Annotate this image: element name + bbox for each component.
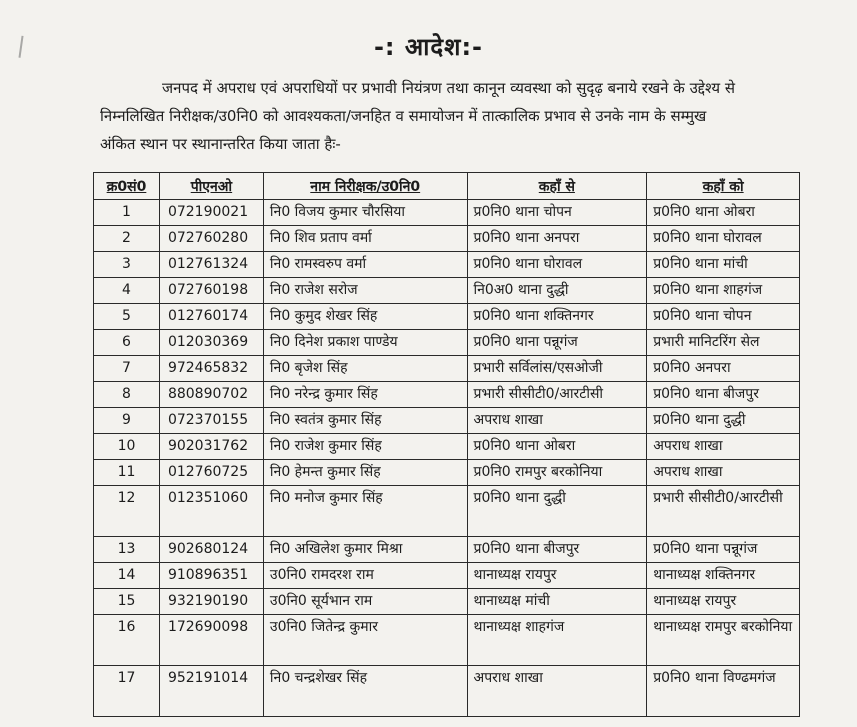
cell-from: प्र0नि0 रामपुर बरकोनिया <box>467 460 647 486</box>
cell-serial: 17 <box>94 666 160 717</box>
table-row <box>94 460 800 486</box>
cell-from: अपराध शाखा <box>467 666 647 717</box>
cell-to: थानाध्यक्ष रामपुर बरकोनिया <box>647 615 800 666</box>
cell-serial: 6 <box>94 330 160 356</box>
cell-from: प्र0नि0 थाना चोपन <box>467 200 647 226</box>
table-row <box>94 666 800 717</box>
cell-pno: 072190021 <box>159 200 263 226</box>
cell-name: नि0 शिव प्रताप वर्मा <box>263 226 467 252</box>
cell-pno: 012351060 <box>159 486 263 537</box>
cell-name: नि0 विजय कुमार चौरसिया <box>263 200 467 226</box>
table-row <box>94 200 800 226</box>
cell-to: थानाध्यक्ष शक्तिनगर <box>647 563 800 589</box>
cell-serial: 2 <box>94 226 160 252</box>
cell-name: नि0 बृजेश सिंह <box>263 356 467 382</box>
cell-serial: 13 <box>94 537 160 563</box>
cell-serial: 14 <box>94 563 160 589</box>
cell-pno: 012760174 <box>159 304 263 330</box>
cell-serial: 7 <box>94 356 160 382</box>
cell-from: प्र0नि0 थाना ओबरा <box>467 434 647 460</box>
cell-serial: 11 <box>94 460 160 486</box>
cell-from: थानाध्यक्ष रायपुर <box>467 563 647 589</box>
cell-from: प्र0नि0 थाना पन्नूगंज <box>467 330 647 356</box>
cell-from: थानाध्यक्ष मांची <box>467 589 647 615</box>
cell-from: प्र0नि0 थाना शक्तिनगर <box>467 304 647 330</box>
table-row <box>94 226 800 252</box>
cell-name: नि0 नरेन्द्र कुमार सिंह <box>263 382 467 408</box>
page-title: -: आदेश:- <box>373 33 484 61</box>
table-row <box>94 589 800 615</box>
table-row <box>94 537 800 563</box>
cell-from: अपराध शाखा <box>467 408 647 434</box>
cell-pno: 902680124 <box>159 537 263 563</box>
cell-serial: 1 <box>94 200 160 226</box>
table-row <box>94 486 800 537</box>
cell-to: प्र0नि0 थाना शाहगंज <box>647 278 800 304</box>
cell-serial: 8 <box>94 382 160 408</box>
table-row <box>94 563 800 589</box>
cell-pno: 072760280 <box>159 226 263 252</box>
cell-to: प्र0नि0 थाना पन्नूगंज <box>647 537 800 563</box>
cell-serial: 12 <box>94 486 160 537</box>
header-serial: क्र0सं0 <box>94 173 160 200</box>
cell-name: उ0नि0 जितेन्द्र कुमार <box>263 615 467 666</box>
table-row <box>94 382 800 408</box>
cell-pno: 952191014 <box>159 666 263 717</box>
table-row <box>94 330 800 356</box>
intro-line-3: अंकित स्थान पर स्थानान्तरित किया जाता हैः- <box>100 135 341 153</box>
cell-to: प्र0नि0 थाना मांची <box>647 252 800 278</box>
cell-to: थानाध्यक्ष रायपुर <box>647 589 800 615</box>
cell-from: प्र0नि0 थाना दुद्धी <box>467 486 647 537</box>
table-row <box>94 252 800 278</box>
cell-serial: 15 <box>94 589 160 615</box>
cell-serial: 5 <box>94 304 160 330</box>
cell-from: प्रभारी सर्विलांस/एसओजी <box>467 356 647 382</box>
intro-line-2: निम्नलिखित निरीक्षक/उ0नि0 को आवश्यकता/जनहित व समायोजन में तात्कालिक प्रभाव से उनके नाम के सम्मुख <box>100 107 707 125</box>
header-from: कहाँ से <box>467 173 647 200</box>
table-row <box>94 434 800 460</box>
cell-name: नि0 चन्द्रशेखर सिंह <box>263 666 467 717</box>
cell-name: उ0नि0 रामदरश राम <box>263 563 467 589</box>
cell-from: प्रभारी सीसीटी0/आरटीसी <box>467 382 647 408</box>
cell-pno: 072370155 <box>159 408 263 434</box>
header-name: नाम निरीक्षक/उ0नि0 <box>263 173 467 200</box>
cell-serial: 9 <box>94 408 160 434</box>
cell-serial: 4 <box>94 278 160 304</box>
intro-line-1: जनपद में अपराध एवं अपराधियों पर प्रभावी नियंत्रण तथा कानून व्यवस्था को सुदृढ़ बनाये रखने के उद्देश्य से <box>162 79 736 97</box>
cell-to: प्र0नि0 अनपरा <box>647 356 800 382</box>
cell-pno: 932190190 <box>159 589 263 615</box>
cell-to: अपराध शाखा <box>647 460 800 486</box>
transfer-table <box>93 172 800 717</box>
cell-name: नि0 अखिलेश कुमार मिश्रा <box>263 537 467 563</box>
cell-from: प्र0नि0 थाना बीजपुर <box>467 537 647 563</box>
header-to: कहाँ को <box>647 173 800 200</box>
cell-to: प्र0नि0 थाना चोपन <box>647 304 800 330</box>
cell-pno: 972465832 <box>159 356 263 382</box>
cell-pno: 012761324 <box>159 252 263 278</box>
cell-pno: 910896351 <box>159 563 263 589</box>
table-header-row <box>94 173 800 200</box>
cell-from: नि0अ0 थाना दुद्धी <box>467 278 647 304</box>
cell-name: नि0 स्वतंत्र कुमार सिंह <box>263 408 467 434</box>
cell-to: प्रभारी मानिटरिंग सेल <box>647 330 800 356</box>
cell-name: नि0 कुमुद शेखर सिंह <box>263 304 467 330</box>
table-row <box>94 356 800 382</box>
cell-pno: 072760198 <box>159 278 263 304</box>
cell-serial: 16 <box>94 615 160 666</box>
cell-pno: 012030369 <box>159 330 263 356</box>
table-row <box>94 408 800 434</box>
intro-paragraph <box>100 74 815 158</box>
table-body <box>94 200 800 717</box>
cell-name: नि0 हेमन्त कुमार सिंह <box>263 460 467 486</box>
cell-name: नि0 राजेश कुमार सिंह <box>263 434 467 460</box>
cell-to: प्रभारी सीसीटी0/आरटीसी <box>647 486 800 537</box>
cell-to: प्र0नि0 थाना विण्ढमगंज <box>647 666 800 717</box>
table-row <box>94 278 800 304</box>
cell-to: अपराध शाखा <box>647 434 800 460</box>
cell-to: प्र0नि0 थाना बीजपुर <box>647 382 800 408</box>
table-row <box>94 615 800 666</box>
cell-pno: 172690098 <box>159 615 263 666</box>
cell-to: प्र0नि0 थाना दुद्धी <box>647 408 800 434</box>
cell-to: प्र0नि0 थाना ओबरा <box>647 200 800 226</box>
cell-name: नि0 दिनेश प्रकाश पाण्डेय <box>263 330 467 356</box>
header-pno: पीएनओ <box>159 173 263 200</box>
cell-from: प्र0नि0 थाना घोरावल <box>467 252 647 278</box>
cell-serial: 3 <box>94 252 160 278</box>
cell-pno: 902031762 <box>159 434 263 460</box>
cell-pno: 012760725 <box>159 460 263 486</box>
cell-name: नि0 रामस्वरुप वर्मा <box>263 252 467 278</box>
cell-to: प्र0नि0 थाना घोरावल <box>647 226 800 252</box>
cell-name: नि0 मनोज कुमार सिंह <box>263 486 467 537</box>
table-row <box>94 304 800 330</box>
cell-from: प्र0नि0 थाना अनपरा <box>467 226 647 252</box>
cell-serial: 10 <box>94 434 160 460</box>
cell-from: थानाध्यक्ष शाहगंज <box>467 615 647 666</box>
cell-name: उ0नि0 सूर्यभान राम <box>263 589 467 615</box>
cell-name: नि0 राजेश सरोज <box>263 278 467 304</box>
cell-pno: 880890702 <box>159 382 263 408</box>
